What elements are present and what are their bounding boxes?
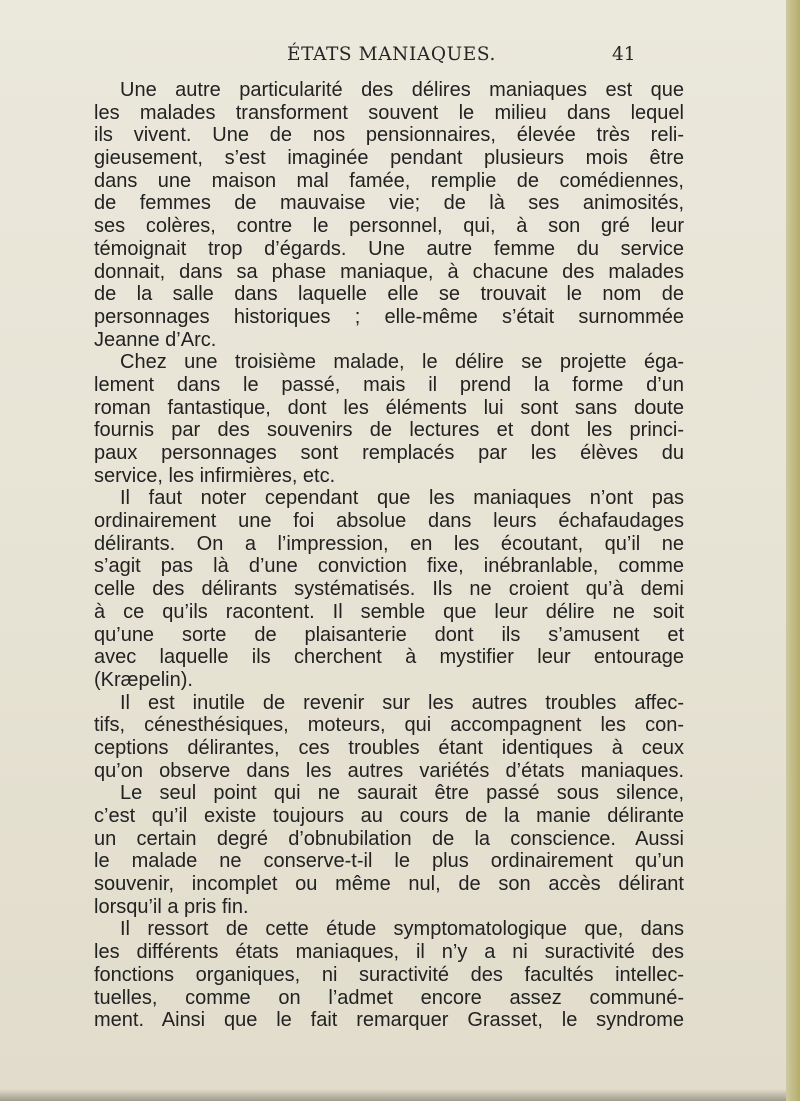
text-line: lement dans le passé, mais il prend la forme d’un [94,373,684,396]
text-line: Une autre particularité des délires maniaques est que [120,79,684,101]
text-line: ordinairement une foi absolue dans leurs échafaudages [94,510,684,533]
text-line: fournis par des souvenirs de lectures et dont les princi- [94,419,684,442]
text-line: à ce qu’ils racontent. Il semble que leur délire ne soit [94,600,684,623]
text-line: les différents états maniaques, il n’y a ni suractivité des [94,941,684,964]
text-line: les malades transforment souvent le milieu dans lequel [94,101,684,124]
text-line: ceptions délirantes, ces troubles étant identiques à ceux [94,736,684,759]
text-line: (Kræpelin). [94,668,193,691]
text-line: qu’une sorte de plaisanterie dont ils s’amusent et [94,623,684,646]
text-line: le malade ne conserve-t-il le plus ordinairement qu’un [94,850,684,873]
text-line: un certain degré d’obnubilation de la conscience. Aussi [94,827,684,850]
text-line: dans une maison mal famée, remplie de comédiennes, [94,169,684,192]
text-line: tuelles, comme on l’admet encore assez communé- [94,986,684,1009]
page-header [0,44,786,74]
page-number: 41 [612,44,636,65]
text-line: qu’on observe dans les autres variétés d’états maniaques. [94,759,684,782]
text-line: tifs, cénesthésiques, moteurs, qui accompagnent les con- [94,714,684,737]
text-line: souvenir, incomplet ou même nul, de son accès délirant [94,873,684,896]
running-title: ÉTATS MANIAQUES. [287,44,496,65]
text-line: de femmes de mauvaise vie; de là ses animosités, [94,192,684,215]
text-line: donnait, dans sa phase maniaque, à chacune des malades [94,260,684,283]
text-line: gieusement, s’est imaginée pendant plusieurs mois être [94,147,684,170]
text-line: délirants. On a l’impression, en les écoutant, qu’il ne [94,532,684,555]
text-line: ses colères, contre le personnel, qui, à son gré leur [94,215,684,238]
text-line: personnages historiques ; elle-même s’était surnommée [94,305,684,328]
text-line: témoignait trop d’égards. Une autre femme du service [94,237,684,260]
text-line: Chez une troisième malade, le délire se projette éga- [120,351,684,374]
text-line: celle des délirants systématisés. Ils ne croient qu’à demi [94,578,684,601]
text-line: service, les infirmières, etc. [94,464,336,487]
text-line: Le seul point qui ne saurait être passé sous silence, [120,782,684,805]
text-line: de la salle dans laquelle elle se trouvait le nom de [94,283,684,306]
text-line: fonctions organiques, ni suractivité des facultés intellec- [94,963,684,986]
text-line: s’agit pas là d’une conviction fixe, inébranlable, comme [94,555,684,578]
text-line: lorsqu’il a pris fin. [94,895,249,918]
text-line: ment. Ainsi que le fait remarquer Grasset, le syndrome [94,1009,684,1032]
text-line: avec laquelle ils cherchent à mystifier leur entourage [94,646,684,669]
body-text [94,79,684,1032]
text-line: paux personnages sont remplacés par les élèves du [94,442,684,464]
page-bottom-shadow [0,1089,786,1101]
text-line: Jeanne d’Arc. [94,328,217,351]
text-line: Il faut noter cependant que les maniaques n’ont pas [120,487,684,510]
text-line: Il ressort de cette étude symptomatologique que, dans [120,918,684,941]
text-line: Il est inutile de revenir sur les autres troubles affec- [120,691,684,714]
text-line: roman fantastique, dont les éléments lui sont sans doute [94,396,684,419]
page-edge [786,0,800,1101]
text-line: c’est qu’il existe toujours au cours de la manie délirante [94,805,684,827]
text-line: ils vivent. Une de nos pensionnaires, élevée très reli- [94,124,684,147]
